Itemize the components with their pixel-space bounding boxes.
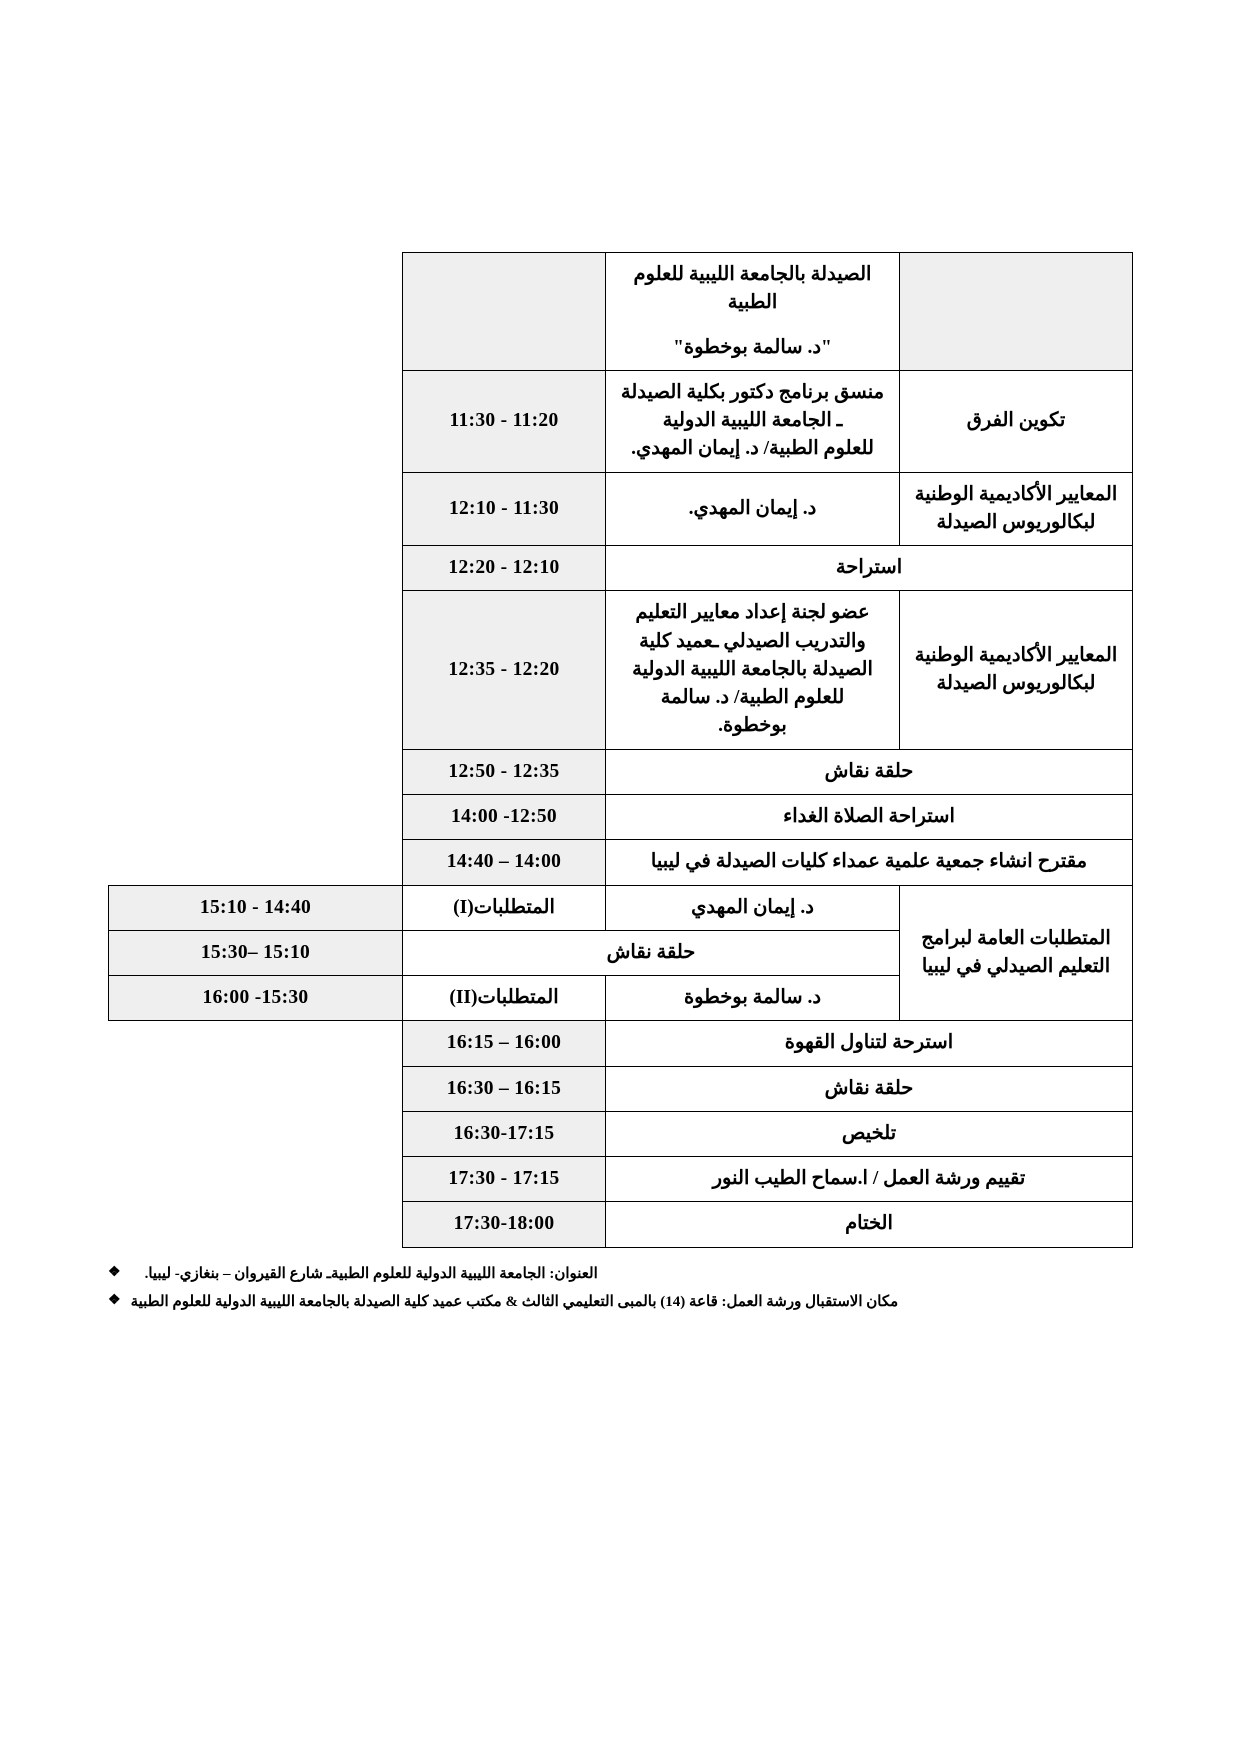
table-row xyxy=(109,749,1133,794)
detail-line-1: منسق برنامج دكتور بكلية الصيدلة ـ الجامعة الليبية الدولية xyxy=(620,381,885,432)
table-row xyxy=(109,794,1133,839)
time-cell: 12:10 - 12:20 xyxy=(403,546,606,591)
detail-cell xyxy=(606,370,900,472)
time-cell: 16:15 – 16:30 xyxy=(403,1066,606,1111)
detail-cell-right: المتطلبات(I) xyxy=(403,885,606,930)
topic-cell: المعايير الأكاديمية الوطنية لبكالوريوس الصيدلة xyxy=(900,472,1133,546)
time-cell: 11:20 - 11:30 xyxy=(403,370,606,472)
detail-line-1: الصيدلة بالجامعة الليبية للعلوم الطبية xyxy=(633,264,872,314)
diamond-bullet-icon: ❖ xyxy=(108,1264,121,1280)
topic-cell: تكوين الفرق xyxy=(900,370,1133,472)
table-row xyxy=(109,1066,1133,1111)
detail-cell-right: المتطلبات(II) xyxy=(403,976,606,1021)
topic-cell: المعايير الأكاديمية الوطنية لبكالوريوس الصيدلة xyxy=(900,591,1133,749)
detail-cell: استراحة xyxy=(606,546,1133,591)
time-cell: 11:30 - 12:10 xyxy=(403,472,606,546)
time-cell: 15:10 –15:30 xyxy=(109,930,403,975)
footer-notes xyxy=(108,1260,1133,1317)
table-row xyxy=(109,1157,1133,1202)
time-cell: 14:40 - 15:10 xyxy=(109,885,403,930)
time-cell xyxy=(403,253,606,371)
topic-cell xyxy=(900,253,1133,371)
detail-cell: مقترح انشاء جمعية علمية عمداء كليات الصيدلة في ليبيا xyxy=(606,840,1133,885)
time-cell: 16:30-17:15 xyxy=(403,1111,606,1156)
note-text: العنوان: الجامعة الليبية الدولية للعلوم الطبيةـ شارع القيروان – بنغازي- ليبيا. xyxy=(144,1265,598,1282)
time-cell: 17:15 - 17:30 xyxy=(403,1157,606,1202)
note-item xyxy=(108,1260,1133,1289)
detail-cell: حلقة نقاش xyxy=(606,749,1133,794)
detail-cell-left: د. سالمة بوخطوة xyxy=(606,976,900,1021)
table-row xyxy=(109,840,1133,885)
note-item xyxy=(108,1288,1133,1317)
detail-cell-left: د. إيمان المهدي xyxy=(606,885,900,930)
detail-cell: د. إيمان المهدي. xyxy=(606,472,900,546)
detail-line-1: عضو لجنة إعداد معايير التعليم والتدريب الصيدلي ـعميد كلية xyxy=(635,602,870,652)
detail-cell: حلقة نقاش xyxy=(403,930,900,975)
detail-line-2: الصيدلة بالجامعة الليبية الدولية للعلوم الطبية/ د. سالمة xyxy=(632,658,873,709)
detail-cell: الختام xyxy=(606,1202,1133,1247)
detail-line-2: للعلوم الطبية/ د. إيمان المهدي. xyxy=(631,438,874,460)
table-row xyxy=(109,472,1133,546)
time-cell: 12:50- 14:00 xyxy=(403,794,606,839)
detail-cell: استرحة لتناول القهوة xyxy=(606,1021,1133,1066)
time-cell: 12:20 - 12:35 xyxy=(403,591,606,749)
detail-cell xyxy=(606,253,900,371)
table-row xyxy=(109,1111,1133,1156)
detail-cell xyxy=(606,591,900,749)
note-text: مكان الاستقبال ورشة العمل: قاعة (14) بالمبى التعليمي الثالث & مكتب عميد كلية الصيدلة بالجامعة الليبية الدولية للعلوم الطبية xyxy=(130,1294,899,1311)
time-cell: 14:00 – 14:40 xyxy=(403,840,606,885)
time-cell: 17:30-18:00 xyxy=(403,1202,606,1247)
detail-line-2: "د. سالمة بوخطوة" xyxy=(673,336,832,358)
schedule-table xyxy=(108,252,1133,1248)
time-cell: 15:30- 16:00 xyxy=(109,976,403,1021)
detail-cell: تقييم ورشة العمل / ا.سماح الطيب النور xyxy=(606,1157,1133,1202)
table-row xyxy=(109,546,1133,591)
detail-cell: حلقة نقاش xyxy=(606,1066,1133,1111)
topic-cell: المتطلبات العامة لبرامج التعليم الصيدلي في ليبيا xyxy=(900,885,1133,1021)
table-row xyxy=(109,1021,1133,1066)
table-row xyxy=(109,370,1133,472)
detail-cell: استراحة الصلاة الغداء xyxy=(606,794,1133,839)
detail-cell: تلخيص xyxy=(606,1111,1133,1156)
time-cell: 16:00 – 16:15 xyxy=(403,1021,606,1066)
detail-line-3: بوخطوة. xyxy=(718,715,787,737)
table-row xyxy=(109,1202,1133,1247)
table-row xyxy=(109,591,1133,749)
time-cell: 12:35 - 12:50 xyxy=(403,749,606,794)
table-row xyxy=(109,253,1133,371)
diamond-bullet-icon: ❖ xyxy=(108,1293,121,1309)
table-row xyxy=(109,885,1133,930)
